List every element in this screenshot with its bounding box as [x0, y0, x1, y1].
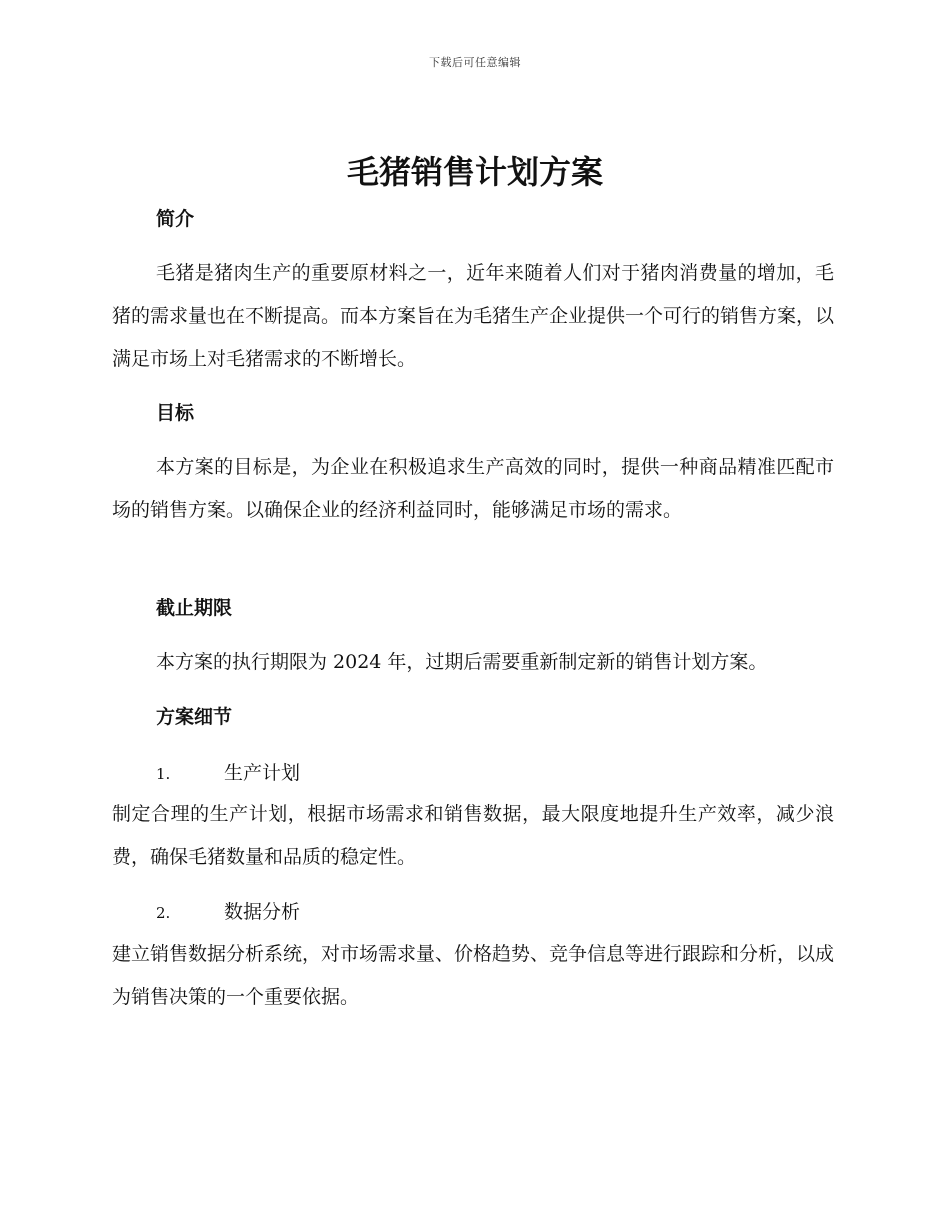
list-item-title: 数据分析: [224, 901, 301, 923]
section-heading-deadline: 截止期限: [156, 597, 233, 619]
deadline-paragraph: 本方案的执行期限为 2024 年，过期后需要重新制定新的销售计划方案。: [156, 651, 768, 673]
list-item-title: 生产计划: [224, 762, 301, 784]
list-item-description: 制定合理的生产计划，根据市场需求和销售数据，最大限度地提升生产效率，减少浪费，确保毛猪数量和品质的稳定性。: [112, 803, 834, 868]
document-title: 毛猪销售计划方案: [346, 153, 603, 191]
list-item-number: 2.: [156, 904, 171, 922]
intro-paragraph: 毛猪是猪肉生产的重要原材料之一，近年来随着人们对于猪肉消费量的增加，毛猪的需求量也在不断提高。而本方案旨在为毛猪生产企业提供一个可行的销售方案，以满足市场上对毛猪需求的不断增长。: [112, 262, 835, 370]
page-header: 下载后可任意编辑: [429, 56, 521, 69]
section-heading-goal: 目标: [156, 402, 195, 424]
list-item: [156, 760, 300, 787]
goal-paragraph: 本方案的目标是，为企业在积极追求生产高效的同时，提供一种商品精准匹配市场的销售方案。以确保企业的经济利益同时，能够满足市场的需求。: [112, 456, 834, 521]
list-item-description: 建立销售数据分析系统，对市场需求量、价格趋势、竞争信息等进行跟踪和分析，以成为销售决策的一个重要依据。: [112, 943, 835, 1008]
list-item: [156, 899, 300, 926]
section-heading-intro: 简介: [156, 208, 195, 230]
list-item-number: 1.: [156, 765, 171, 783]
section-heading-details: 方案细节: [156, 706, 233, 728]
